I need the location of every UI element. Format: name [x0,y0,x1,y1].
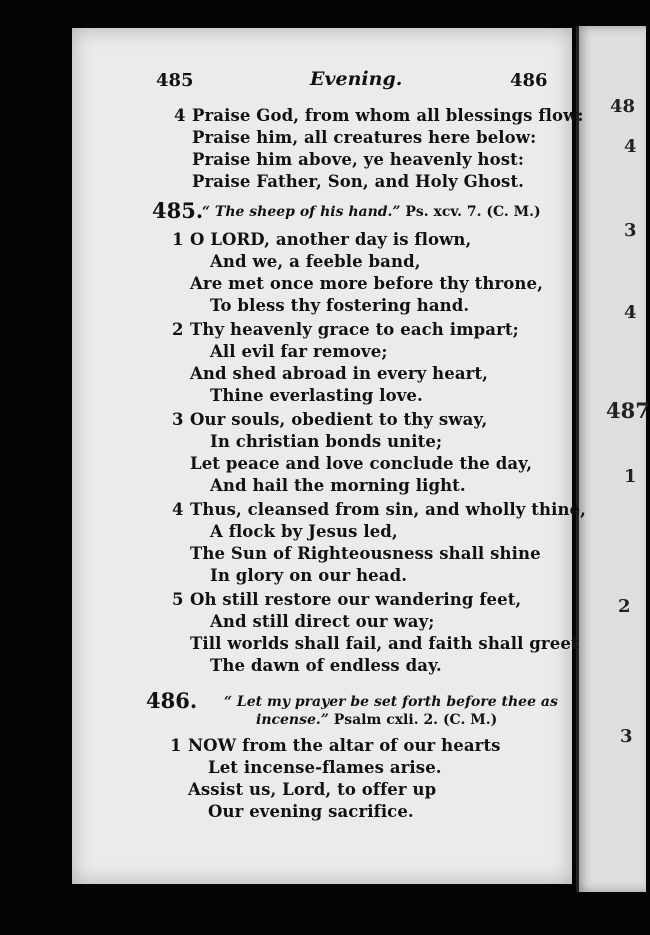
adjacent-fragment: 3 [624,220,637,241]
verse-line: O LORD, another day is flown, [190,230,472,249]
verse-line: Praise God, from whom all blessings flow: [192,106,584,125]
verse-number: 5 [172,590,184,609]
verse-line: NOW from the altar of our hearts [188,736,501,755]
verse-number: 4 [174,106,186,125]
hymn-heading-continued [256,712,497,728]
verse-line: And we, a feeble band, [210,252,421,271]
book-page [72,28,587,884]
book-gutter [576,26,579,892]
verse-number: 4 [172,500,184,519]
hymn-number: 486. [146,688,198,713]
hymn-reference: Psalm cxli. 2. [333,712,439,728]
verse-line: In glory on our head. [210,566,408,585]
verse-line: Till worlds shall fail, and faith shall greet [190,634,579,653]
verse-line: And shed abroad in every heart, [190,364,489,383]
verse-line: Assist us, Lord, to offer up [188,780,437,799]
verse-number: 1 [172,230,184,249]
page-title: Evening. [310,68,403,90]
verse-line: A flock by Jesus led, [210,522,398,541]
verse-number: 2 [172,320,184,339]
hymn-scripture-quote: incense.” [256,712,329,728]
verse-number: 3 [172,410,184,429]
verse-line: Are met once more before thy throne, [190,274,543,293]
hymn-heading [224,694,558,710]
verse-line: In christian bonds unite; [210,432,443,451]
verse-line: Oh still restore our wandering feet, [190,590,522,609]
verse-line: And hail the morning light. [210,476,466,495]
verse-line: Praise him, all creatures here below: [192,128,537,147]
hymn-reference: Ps. xcv. 7. [405,204,482,220]
hymn-scripture-quote: “ Let my prayer be set forth before thee as [224,694,558,710]
verse-line: The dawn of endless day. [210,656,442,675]
adjacent-fragment: 4 [624,302,637,323]
adjacent-fragment: 3 [620,726,633,747]
adjacent-page-edge [576,26,650,892]
adjacent-fragment: 48 [610,96,636,117]
hymn-scripture-quote: “ The sheep of his hand.” [202,204,401,220]
verse-line: The Sun of Righteousness shall shine [190,544,541,563]
verse-line: All evil far remove; [210,342,388,361]
verse-line: Let incense-flames arise. [208,758,442,777]
verse-line: Thine everlasting love. [210,386,423,405]
left-page-number: 485 [156,70,194,91]
verse-line: Our souls, obedient to thy sway, [190,410,488,429]
verse-line: Let peace and love conclude the day, [190,454,533,473]
verse-line: Thy heavenly grace to each impart; [190,320,519,339]
hymn-meter: (C. M.) [442,712,498,728]
verse-number: 1 [170,736,182,755]
hymn-number: 485. [152,198,204,223]
verse-line: Praise Father, Son, and Holy Ghost. [192,172,525,191]
right-page-number: 486 [510,70,548,91]
adjacent-fragment: 487 [606,398,650,423]
adjacent-fragment: 4 [624,136,637,157]
hymn-heading [202,204,541,220]
adjacent-fragment: 1 [624,466,637,487]
verse-line: And still direct our way; [210,612,435,631]
adjacent-fragment: 2 [618,596,631,617]
verse-line: Our evening sacrifice. [208,802,414,821]
verse-line: Thus, cleansed from sin, and wholly thine, [190,500,587,519]
hymn-meter: (C. M.) [486,204,541,220]
verse-line: Praise him above, ye heavenly host: [192,150,525,169]
verse-line: To bless thy fostering hand. [210,296,470,315]
